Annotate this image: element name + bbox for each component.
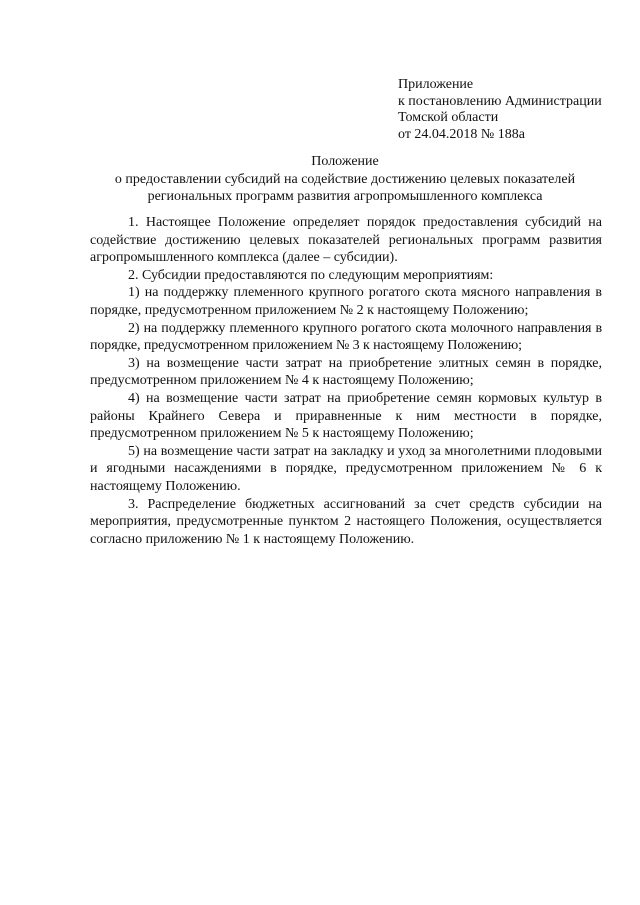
paragraph-1: 1. Настоящее Положение определяет порядок предоставления субсидий на содействие достижению целевых показателей региональных программ развития агропромышленного комплекса (далее – субсидии). <box>90 215 602 266</box>
list-item-3: 3) на возмещение части затрат на приобретение элитных семян в порядке, предусмотренном приложением № 4 к настоящему Положению; <box>90 355 602 389</box>
title-heading: Положение <box>311 154 379 169</box>
appendix-header <box>398 77 634 143</box>
title-line: региональных программ развития агропромышленного комплекса <box>147 189 543 204</box>
list-item-5: 5) на возмещение части затрат на закладку и уход за многолетними плодовыми и ягодными насаждениями в порядке, предусмотренном приложением № 6 к настоящему Положению. <box>90 443 602 494</box>
appendix-date-line: от 24.04.2018 № 188а <box>398 126 526 142</box>
paragraph-3: 3. Распределение бюджетных ассигнований за счет средств субсидии на мероприятия, предусмотренные пунктом 2 настоящего Положения, осуществляется согласно приложению № 1 к настоящему Положению. <box>90 496 602 547</box>
list-item-2: 2) на поддержку племенного крупного рогатого скота молочного направления в порядке, предусмотренном приложением № 3 к настоящему Положению; <box>90 320 602 354</box>
list-item-1: 1) на поддержку племенного крупного рогатого скота мясного направления в порядке, предусмотренном приложением № 2 к настоящему Положению; <box>90 285 602 318</box>
title-line: о предоставлении субсидий на содействие достижению целевых показателей <box>114 171 576 187</box>
appendix-line: Приложение <box>398 77 474 92</box>
appendix-line: к постановлению Администрации <box>398 93 602 109</box>
document-title <box>84 153 606 206</box>
list-item-4: 4) на возмещение части затрат на приобретение семян кормовых культур в районы Крайнего Севера и приравненные к ним местности в порядке, предусмотренном приложением № 5 к настоящему Положению; <box>90 390 602 442</box>
document-body <box>90 214 602 548</box>
paragraph-2: 2. Субсидии предоставляются по следующим мероприятиям: <box>128 267 494 283</box>
appendix-line: Томской области <box>398 110 499 125</box>
